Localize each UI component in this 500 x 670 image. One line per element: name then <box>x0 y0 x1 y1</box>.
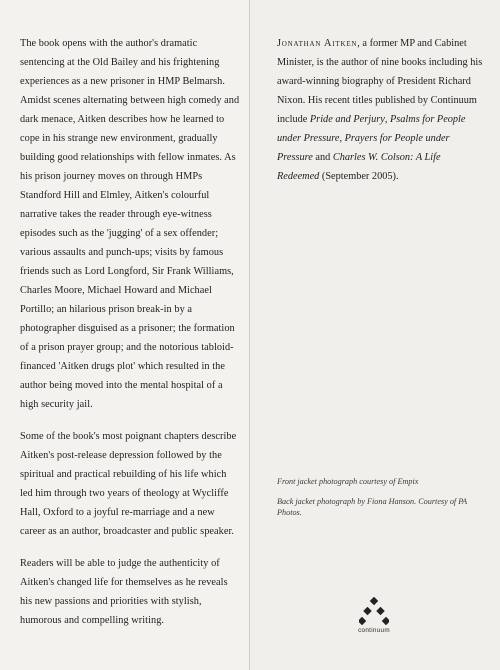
bio-text: , a former MP and Cabinet Minister, is the author of nine books including his award-winning biography of President Richard Nixon. His recent titles published by Continuum include <box>277 38 483 125</box>
title-separator-1: , <box>384 114 390 125</box>
author-name: Jonathan Aitken <box>277 38 358 49</box>
photo-credits <box>277 476 477 527</box>
author-bio-paragraph <box>277 34 485 186</box>
publisher-logo <box>349 597 399 634</box>
book-title-1: Pride and Perjury <box>309 114 385 125</box>
author-bio <box>277 34 485 186</box>
publisher-name: continuum <box>358 627 390 634</box>
blurb-paragraph-3: Readers will be able to judge the authenticity of Aitken's changed life for themselves as he reveals his new passions and priorities with stylish, humorous and compelling writing. <box>20 558 228 626</box>
continuum-logo-icon <box>359 597 389 625</box>
blurb-paragraph-1: The book opens with the author's dramatic sentencing at the Old Bailey and his frightening experiences as a new prisoner in HMP Belmarsh. Amidst scenes alternating between high comedy and dark menace, Aitken describes how he learned to cope in his strange new environment, gradually building good relationships with fellow inmates. As his prison journey moves on through HMPs Standford Hill and Elmley, Aitken's colourful narrative takes the reader through eye-witness episodes such as the 'jugging' of a sex offender; various assaults and punch-ups; visits by famous friends such as Lord Longford, Sir Frank Williams, Charles Moore, Michael Howard and Michael Portillo; an hilarious prison break-in by a photographer disguised as a prisoner; the formation of a prison prayer group; and the notorious tabloid-financed 'Aitken drugs plot' which resulted in the author being moved into the mental hospital of a high security jail. <box>20 38 240 410</box>
front-photo-credit: Front jacket photograph courtesy of Empix <box>277 477 419 486</box>
book-title-4: Charles W. Colson: A Life Redeemed <box>277 152 441 182</box>
bio-end: (September 2005). <box>319 171 399 182</box>
book-title-2: Psalms for People under Pressure <box>277 114 466 144</box>
back-photo-credit: Back jacket photograph by Fiona Hanson. Courtesy of PA Photos. <box>277 497 468 517</box>
title-separator-2: , <box>339 133 345 144</box>
book-title-3: Prayers for People under Pressure <box>277 133 450 163</box>
blurb-paragraph-2: Some of the book's most poignant chapters describe Aitken's post-release depression followed by the spiritual and practical rebuilding of his life which led him through two years of theology at Wycliffe Hall, Oxford to a joyful re-marriage and a new career as an author, broadcaster and public speaker. <box>20 431 237 537</box>
blurb-column <box>20 34 241 643</box>
title-separator-3: and <box>312 152 333 163</box>
